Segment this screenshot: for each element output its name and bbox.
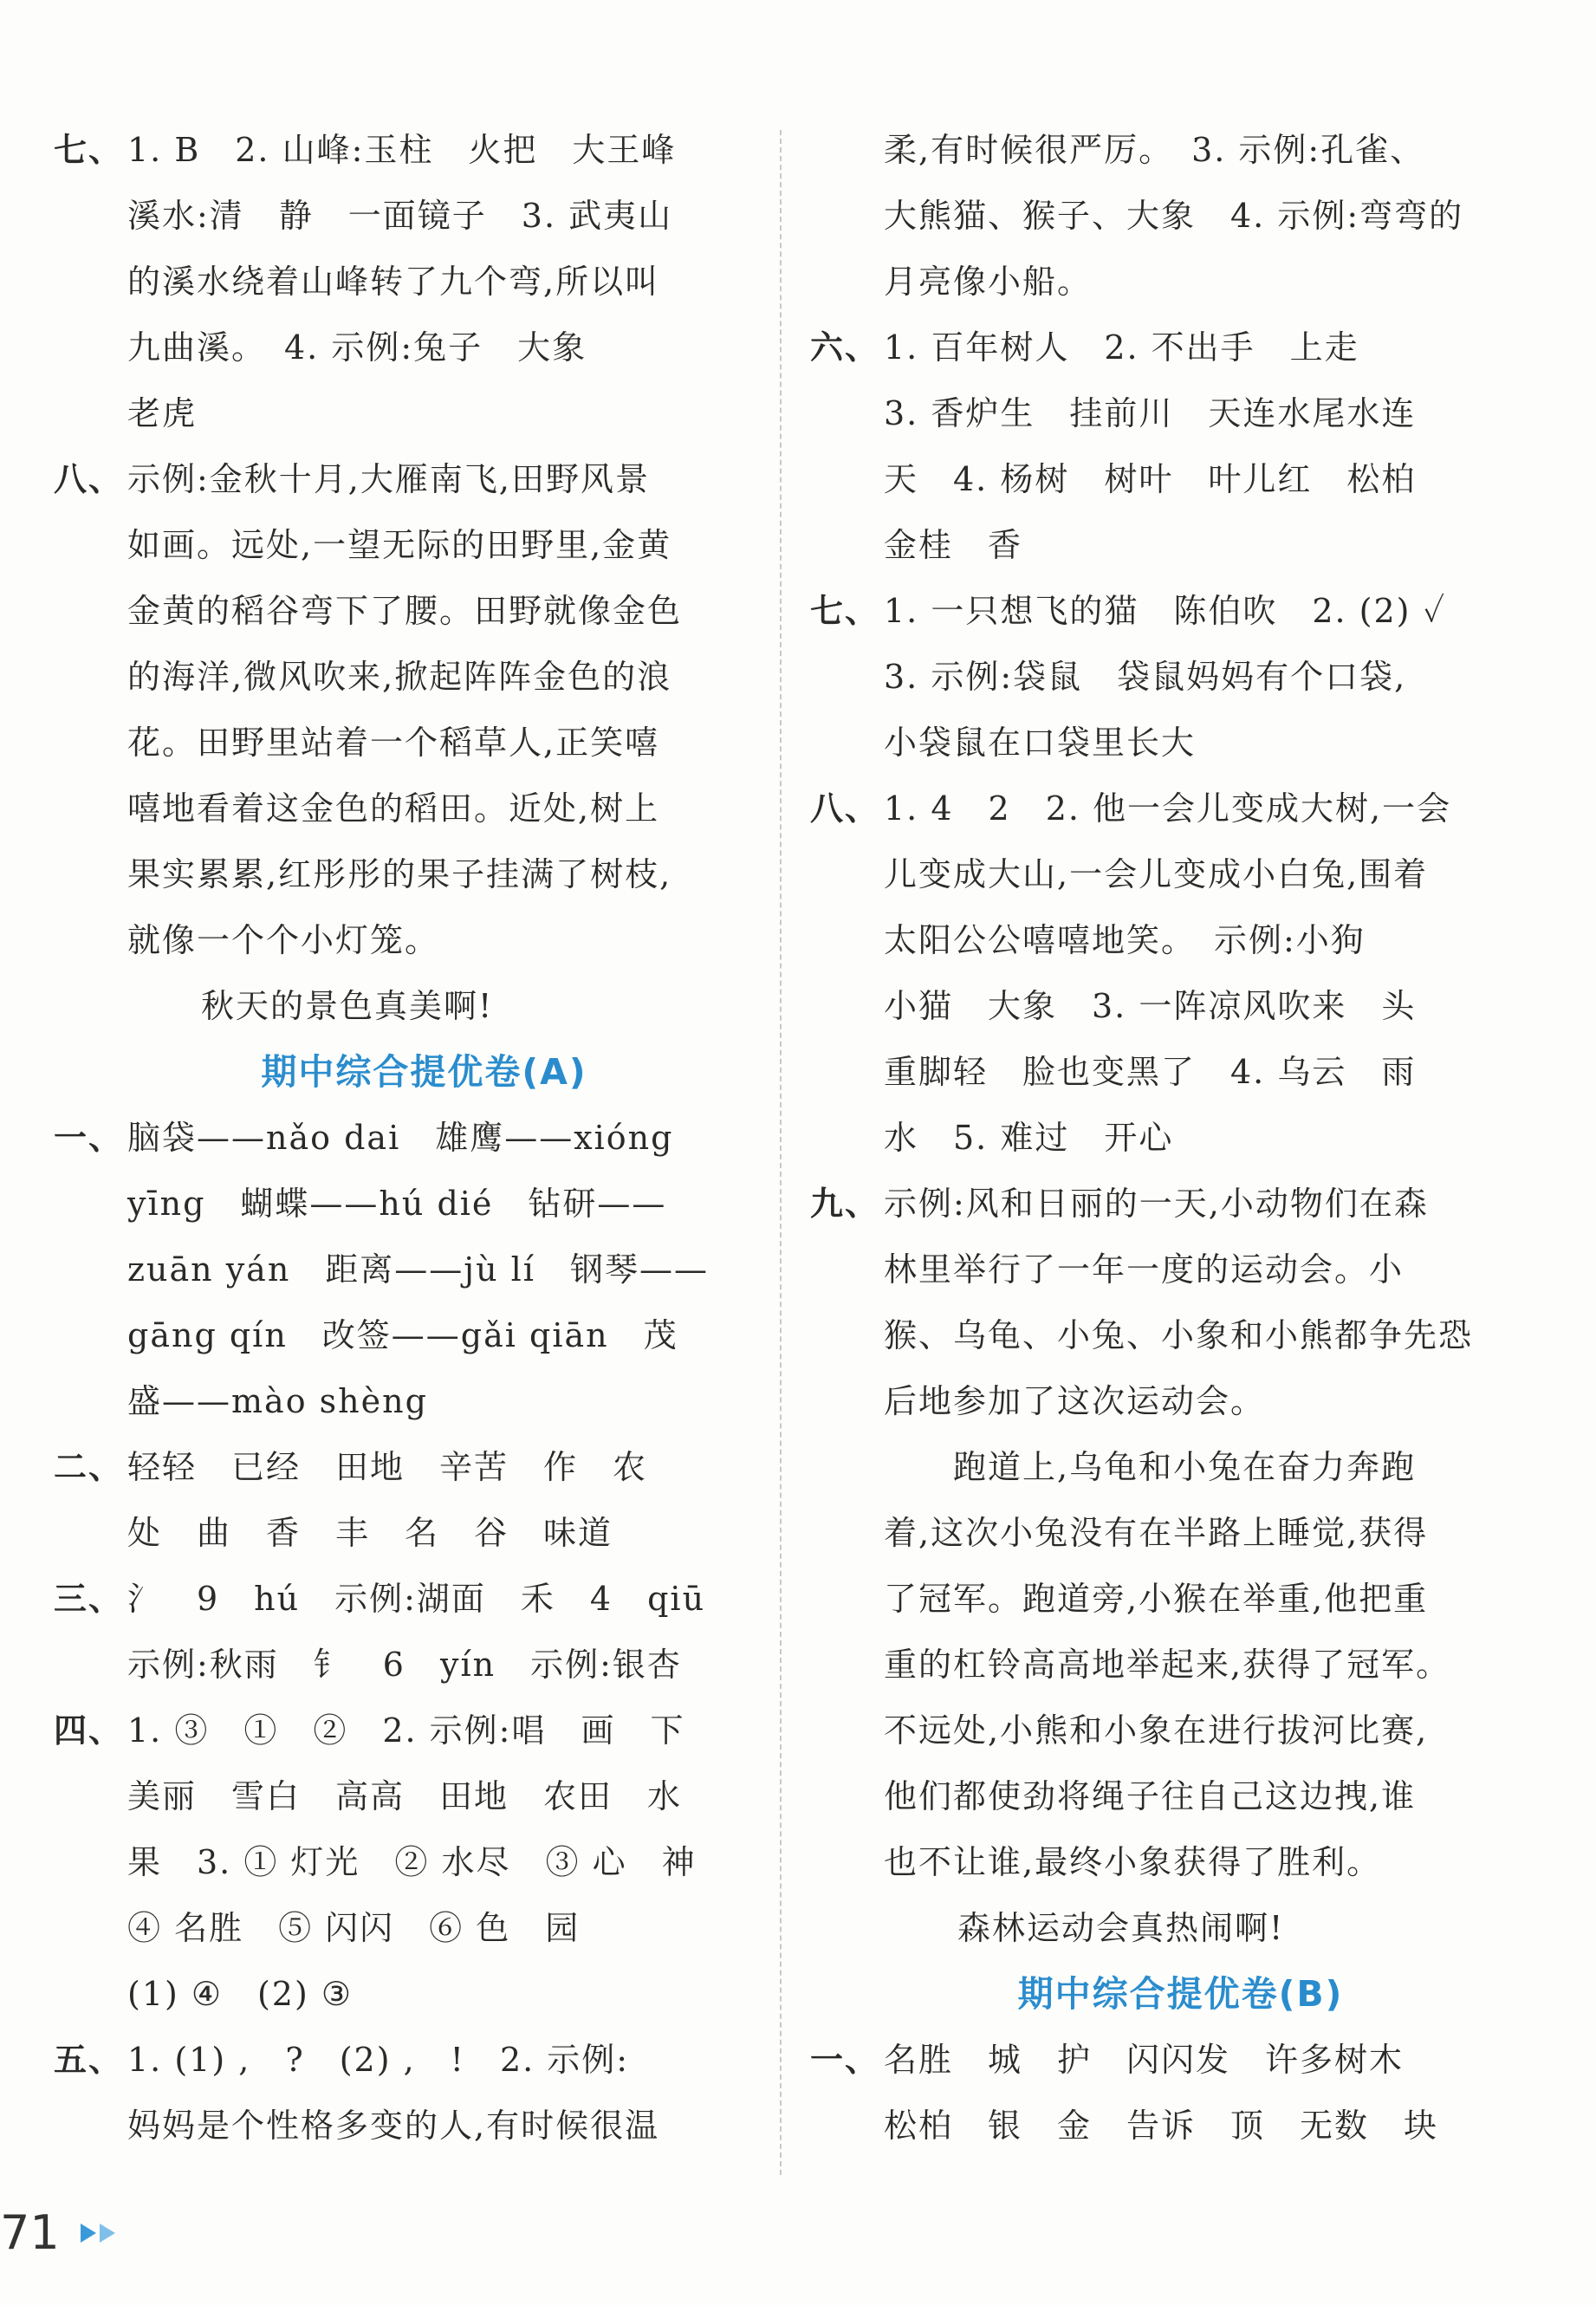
answer-line: 示例:风和日丽的一天,小动物们在森 [884, 1185, 1429, 1223]
answer-line: 美丽 雪白 高高 田地 农田 水 [127, 1777, 683, 1815]
page-number: 71 [0, 2205, 60, 2260]
answer-line: 后地参加了这次运动会。 [884, 1382, 1266, 1420]
answer-line: 3. 香炉生 挂前川 天连水尾水连 [884, 394, 1417, 432]
answer-line: 松柏 银 金 告诉 顶 无数 块 [884, 2107, 1439, 2145]
answer-line: 天 4. 杨树 树叶 叶儿红 松柏 [884, 460, 1417, 498]
forward-arrows-icon [81, 2224, 119, 2243]
question-number: 二、 [54, 1447, 124, 1486]
left-column [54, 117, 760, 2159]
answer-line: 花。田野里站着一个稻草人,正笑嘻 [127, 724, 660, 762]
answer-line: 果 3. ① 灯光 ② 水尽 ③ 心 神 [127, 1843, 697, 1881]
answer-block [810, 776, 1516, 1171]
question-number: 四、 [54, 1711, 124, 1750]
answer-line: yīng 蝴蝶——hú dié 钻研—— [127, 1185, 667, 1223]
answer-line: 金桂 香 [884, 526, 1023, 564]
answer-block [54, 1434, 760, 1566]
answer-line: 了冠军。跑道旁,小猴在举重,他把重 [884, 1580, 1429, 1618]
answer-line: 他们都使劲将绳子往自己这边拽,谁 [884, 1777, 1417, 1815]
answer-line: 嘻地看着这金色的稻田。近处,树上 [127, 789, 660, 828]
answer-line: 不远处,小熊和小象在进行拔河比赛, [884, 1711, 1429, 1750]
answer-line: 老虎 [127, 394, 198, 432]
answer-line: ④ 名胜 ⑤ 闪闪 ⑥ 色 园 [127, 1909, 581, 1947]
answer-line: 示例:秋雨 钅 6 yín 示例:银杏 [127, 1646, 682, 1684]
answer-line: 示例:金秋十月,大雁南飞,田野风景 [127, 460, 650, 498]
right-column [810, 117, 1516, 2159]
answer-line: 1. 百年树人 2. 不出手 上走 [884, 328, 1359, 367]
answer-line: 1. 4 2 2. 他一会儿变成大树,一会 [884, 789, 1452, 828]
answer-line: 也不让谁,最终小象获得了胜利。 [884, 1843, 1382, 1881]
answer-block [810, 578, 1516, 776]
column-divider [780, 130, 782, 2175]
answer-line: 盛——mào shèng [127, 1382, 428, 1420]
closing-sentence: 秋天的景色真美啊! [201, 987, 494, 1025]
question-number: 七、 [810, 591, 880, 630]
answer-line: 的海洋,微风吹来,掀起阵阵金色的浪 [127, 658, 672, 696]
answer-line: 小袋鼠在口袋里长大 [884, 724, 1197, 762]
answer-line: 果实累累,红彤彤的果子挂满了树枝, [127, 855, 672, 893]
question-number: 三、 [54, 1579, 124, 1618]
answer-line: 1. (1) , ? (2) , ! 2. 示例: [127, 2041, 630, 2079]
answer-line: 就像一个个小灯笼。 [127, 921, 440, 959]
answer-line: 猴、乌龟、小兔、小象和小熊都争先恐 [884, 1316, 1474, 1354]
answer-line: 1. 一只想飞的猫 陈伯吹 2. (2) ✓ [884, 592, 1447, 630]
answer-block [54, 1105, 760, 1434]
answer-line: 处 曲 香 丰 名 谷 味道 [127, 1514, 613, 1552]
answer-block [810, 315, 1516, 578]
answer-block [54, 2027, 760, 2159]
answer-line: 跑道上,乌龟和小兔在奋力奔跑 [884, 1448, 1417, 1486]
answer-line: 儿变成大山,一会儿变成小白兔,围着 [884, 855, 1429, 893]
answer-line: 着,这次小兔没有在半路上睡觉,获得 [884, 1514, 1429, 1552]
page-footer [0, 2205, 119, 2260]
section-title: 期中综合提优卷(B) [1017, 1973, 1344, 2015]
question-number: 七、 [54, 130, 124, 169]
answer-line: 的溪水绕着山峰转了九个弯,所以叫 [127, 263, 660, 301]
answer-line: 月亮像小船。 [884, 263, 1093, 301]
answer-block [54, 446, 760, 973]
answer-line: 溪水:清 静 一面镜子 3. 武夷山 [127, 197, 673, 235]
question-number: 六、 [810, 328, 880, 367]
answer-line: 轻轻 已经 田地 辛苦 作 农 [127, 1448, 648, 1486]
answer-line: 妈妈是个性格多变的人,有时候很温 [127, 2107, 660, 2145]
answer-line: gāng qín 改签——gǎi qiān 茂 [127, 1316, 678, 1354]
answer-line: 3. 示例:袋鼠 袋鼠妈妈有个口袋, [884, 658, 1407, 696]
question-number: 九、 [810, 1184, 880, 1223]
answer-line: 重的杠铃高高地举起来,获得了冠军。 [884, 1646, 1451, 1684]
answer-line: zuān yán 距离——jù lí 钢琴—— [127, 1250, 709, 1289]
answer-block [54, 1698, 760, 2027]
answer-line: 1. ③ ① ② 2. 示例:唱 画 下 [127, 1711, 685, 1750]
question-number: 五、 [54, 2040, 124, 2079]
answer-line: 水 5. 难过 开心 [884, 1119, 1174, 1157]
answer-line: 脑袋——nǎo dai 雄鹰——xióng [127, 1119, 674, 1157]
answer-line: 金黄的稻谷弯下了腰。田野就像金色 [127, 592, 683, 630]
answer-line: 氵 9 hú 示例:湖面 禾 4 qiū [127, 1580, 706, 1618]
closing-sentence: 森林运动会真热闹啊! [957, 1909, 1285, 1947]
answer-line: 太阳公公嘻嘻地笑。 示例:小狗 [884, 921, 1366, 959]
answer-line: 林里举行了一年一度的运动会。小 [884, 1250, 1405, 1289]
question-number: 一、 [810, 2040, 880, 2079]
answer-line: 名胜 城 护 闪闪发 许多树木 [884, 2041, 1405, 2079]
section-title: 期中综合提优卷(A) [261, 1051, 587, 1093]
question-number: 八、 [810, 789, 880, 828]
question-number: 一、 [54, 1118, 124, 1157]
answer-line: 如画。远处,一望无际的田野里,金黄 [127, 526, 672, 564]
answer-line: 九曲溪。 4. 示例:兔子 大象 [127, 328, 587, 367]
answer-line: 柔,有时候很严厉。 3. 示例:孔雀、 [884, 131, 1425, 169]
answer-block [810, 117, 1516, 315]
answer-line: 1. B 2. 山峰:玉柱 火把 大王峰 [127, 131, 677, 169]
answer-block [54, 1566, 760, 1698]
answer-line: 大熊猫、猴子、大象 4. 示例:弯弯的 [884, 197, 1464, 235]
answer-block [54, 117, 760, 446]
question-number: 八、 [54, 459, 124, 498]
answer-line: (1) ④ (2) ③ [127, 1975, 353, 2013]
essay-paragraph [810, 1434, 1516, 1895]
answer-line: 重脚轻 脸也变黑了 4. 乌云 雨 [884, 1053, 1417, 1091]
answer-line: 小猫 大象 3. 一阵凉风吹来 头 [884, 987, 1417, 1025]
answer-block [810, 1171, 1516, 1434]
question-number [810, 117, 884, 315]
answer-block [810, 2027, 1516, 2159]
